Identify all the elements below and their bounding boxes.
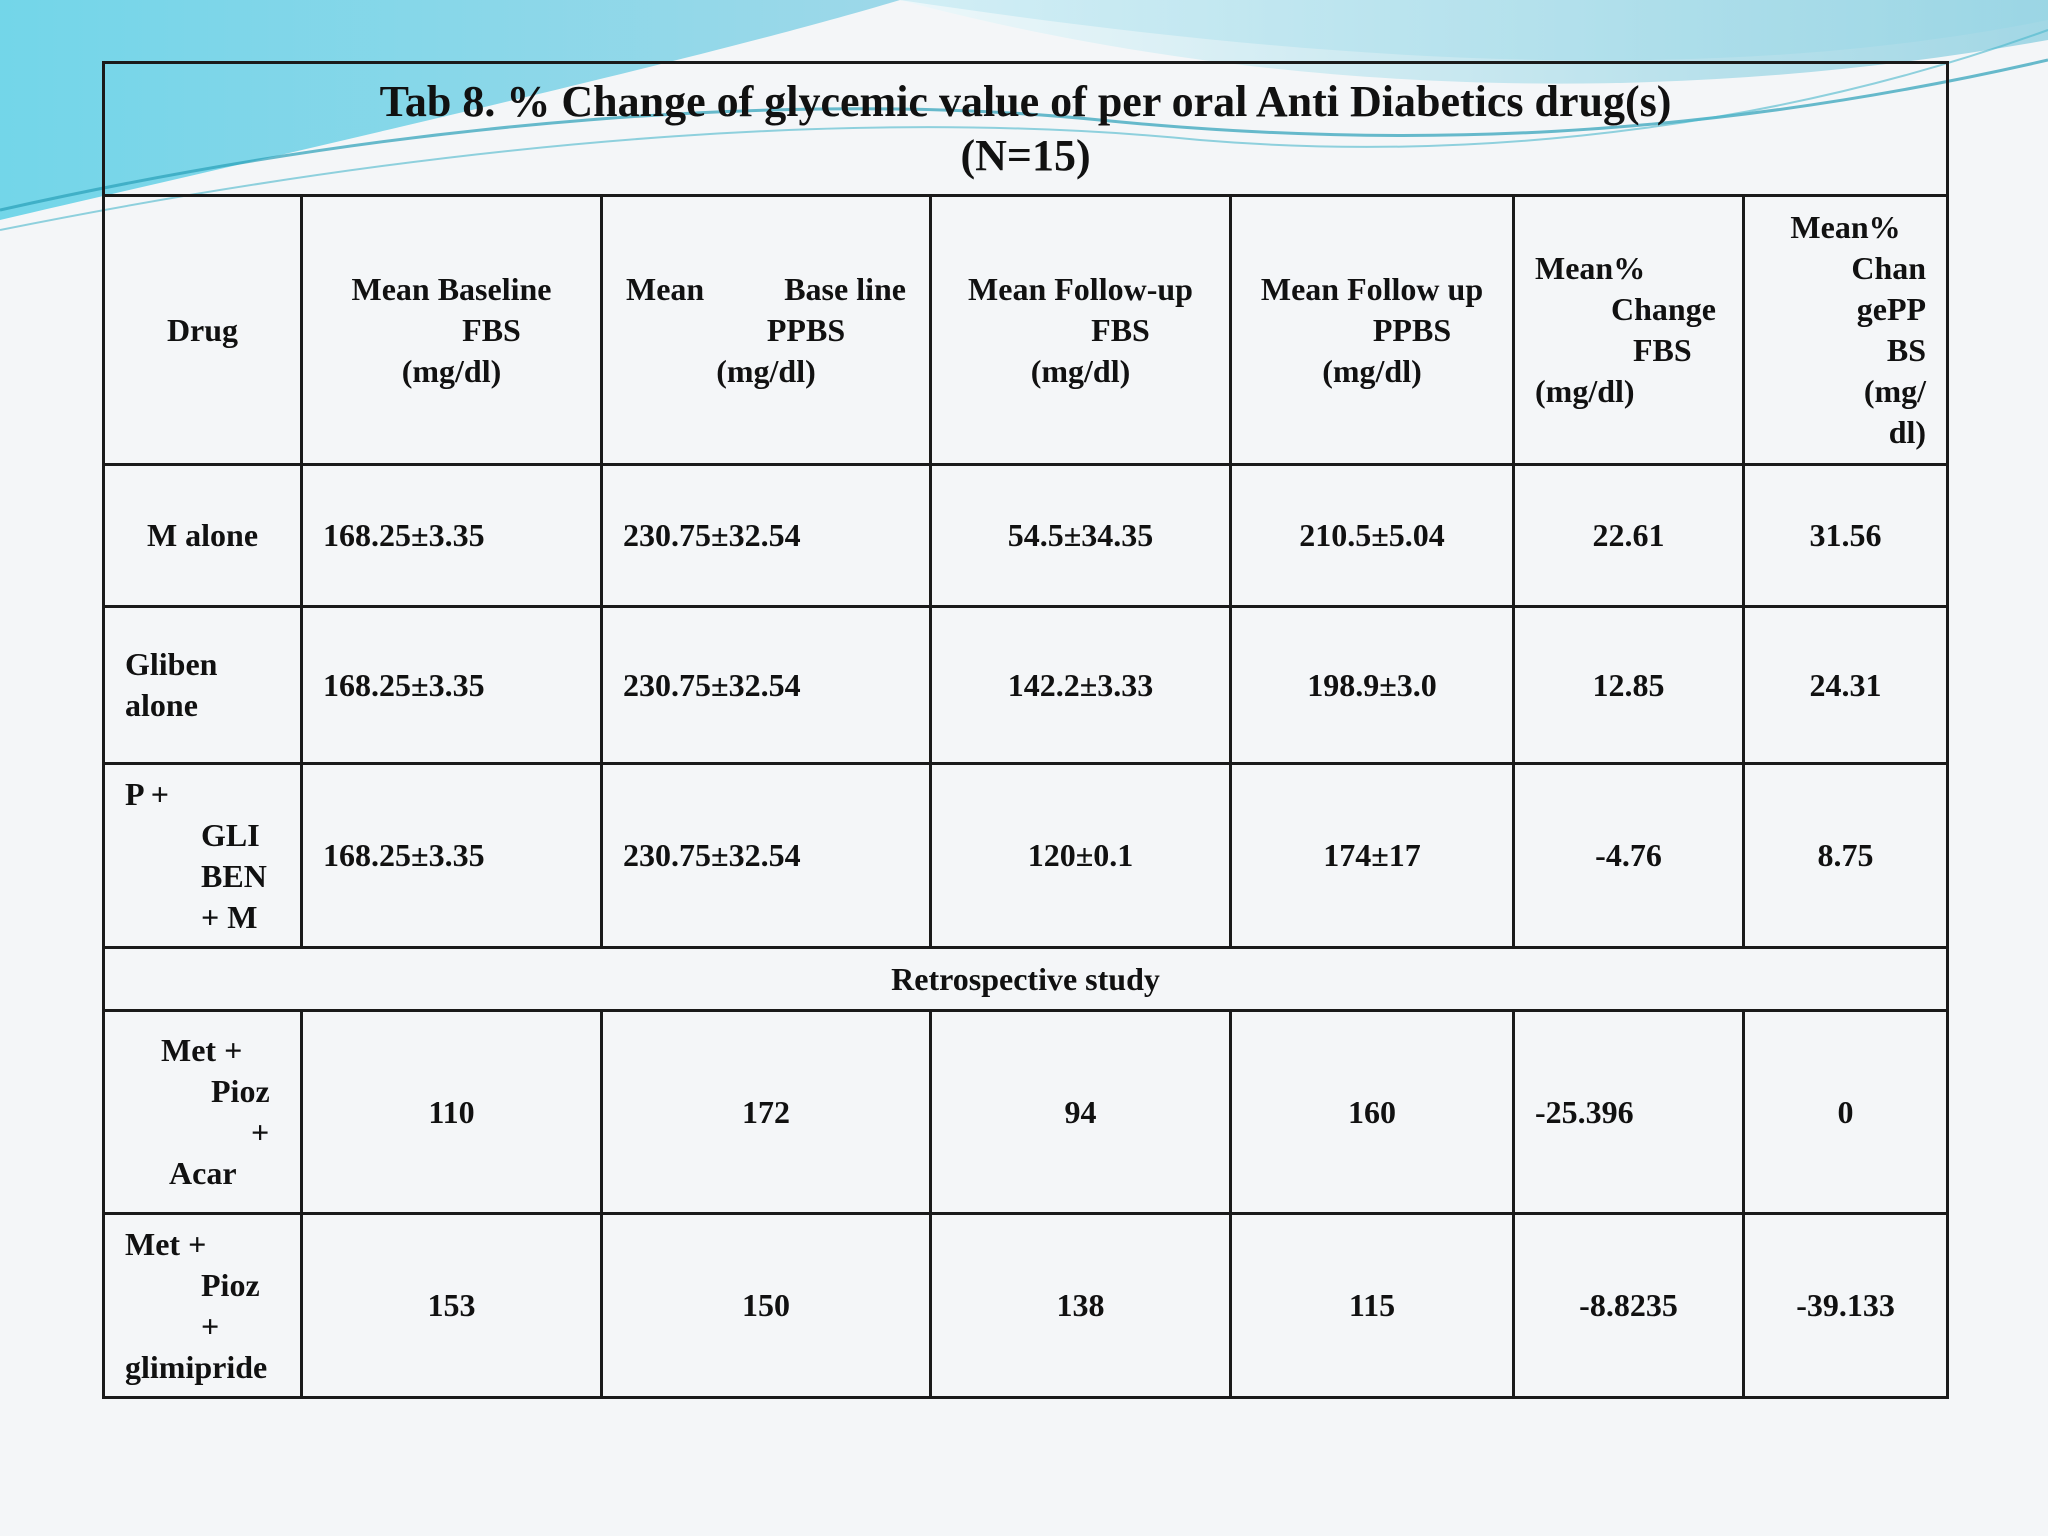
drug-line: Pioz xyxy=(211,1073,270,1109)
header-line: FBS xyxy=(1091,311,1150,348)
baseline-fbs-cell: 168.25±3.35 xyxy=(302,465,602,607)
drug-line: glimipride xyxy=(125,1348,268,1385)
baseline-ppbs-cell: 230.75±32.54 xyxy=(602,465,931,607)
table-row xyxy=(104,607,1948,764)
followup-fbs-cell: 94 xyxy=(931,1011,1231,1214)
followup-fbs-cell: 142.2±3.33 xyxy=(931,607,1231,764)
table-row xyxy=(104,465,1948,607)
header-line: BS xyxy=(1886,332,1927,368)
glycemic-table xyxy=(102,61,1949,1399)
header-mean-followup-ppbs xyxy=(1231,196,1514,465)
section-row xyxy=(104,948,1948,1011)
header-mean-change-fbs xyxy=(1514,196,1744,465)
header-mean-baseline-ppbs xyxy=(602,196,931,465)
drug-cell xyxy=(104,1011,302,1214)
followup-ppbs-cell: 174±17 xyxy=(1231,764,1514,948)
followup-ppbs-cell: 160 xyxy=(1231,1011,1514,1214)
header-line: (mg/dl) xyxy=(401,352,502,389)
baseline-ppbs-cell: 150 xyxy=(602,1214,931,1398)
drug-line: Met + xyxy=(161,1032,243,1068)
change-fbs-cell: -8.8235 xyxy=(1514,1214,1744,1398)
baseline-ppbs-cell: 230.75±32.54 xyxy=(602,764,931,948)
header-line: Mean Follow-up xyxy=(968,270,1193,307)
header-line: (mg/dl) xyxy=(1322,352,1422,389)
followup-fbs-cell: 120±0.1 xyxy=(931,764,1231,948)
change-ppbs-cell: 0 xyxy=(1744,1011,1948,1214)
change-ppbs-cell: 8.75 xyxy=(1744,764,1948,948)
change-fbs-cell: -4.76 xyxy=(1514,764,1744,948)
drug-cell xyxy=(104,465,302,607)
drug-line: GLI xyxy=(201,816,260,853)
drug-line: BEN xyxy=(201,857,267,894)
header-line: FBS xyxy=(1633,332,1692,368)
drug-line: alone xyxy=(125,687,198,723)
drug-line: + M xyxy=(201,898,258,935)
header-line: PPBS xyxy=(1372,311,1452,348)
header-row xyxy=(104,196,1948,465)
header-line: Mean% xyxy=(1535,250,1646,286)
baseline-fbs-cell: 168.25±3.35 xyxy=(302,607,602,764)
table-title xyxy=(104,63,1948,196)
drug-line: M alone xyxy=(146,517,259,553)
title-row xyxy=(104,63,1948,196)
drug-line: P + xyxy=(125,775,170,812)
header-line: dl) xyxy=(1888,414,1927,450)
header-line: Mean Baseline xyxy=(351,270,552,307)
change-ppbs-cell: 24.31 xyxy=(1744,607,1948,764)
header-drug: Drug xyxy=(104,196,302,465)
change-fbs-cell: 22.61 xyxy=(1514,465,1744,607)
drug-cell xyxy=(104,607,302,764)
header-line: (mg/dl) xyxy=(716,352,816,389)
drug-line: Acar xyxy=(169,1155,237,1191)
header-line: Chan xyxy=(1851,250,1927,286)
header-line: Mean Base line xyxy=(626,270,906,307)
baseline-ppbs-cell: 230.75±32.54 xyxy=(602,607,931,764)
title-line-1: Tab 8. % Change of glycemic value of per oral Anti Diabetics drug(s) xyxy=(379,77,1672,126)
drug-line: Gliben xyxy=(125,646,218,682)
drug-line: + xyxy=(201,1307,220,1344)
header-mean-baseline-fbs xyxy=(302,196,602,465)
header-line: FBS xyxy=(462,311,521,348)
header-line: (mg/dl) xyxy=(1535,373,1635,409)
header-mean-change-ppbs xyxy=(1744,196,1948,465)
header-line: gePP xyxy=(1856,291,1927,327)
change-fbs-cell: -25.396 xyxy=(1514,1011,1744,1214)
section-label: Retrospective study xyxy=(104,948,1948,1011)
header-line: (mg/ xyxy=(1863,373,1927,409)
followup-ppbs-cell: 198.9±3.0 xyxy=(1231,607,1514,764)
change-ppbs-cell: 31.56 xyxy=(1744,465,1948,607)
drug-line: Pioz xyxy=(201,1266,260,1303)
change-fbs-cell: 12.85 xyxy=(1514,607,1744,764)
header-line: Mean Follow up xyxy=(1260,270,1484,307)
followup-fbs-cell: 138 xyxy=(931,1214,1231,1398)
header-mean-followup-fbs xyxy=(931,196,1231,465)
table-row xyxy=(104,764,1948,948)
title-line-2: (N=15) xyxy=(960,131,1091,180)
baseline-ppbs-cell: 172 xyxy=(602,1011,931,1214)
baseline-fbs-cell: 110 xyxy=(302,1011,602,1214)
header-line: (mg/dl) xyxy=(1030,352,1131,389)
followup-fbs-cell: 54.5±34.35 xyxy=(931,465,1231,607)
header-line: Mean% xyxy=(1790,209,1901,245)
table-row xyxy=(104,1011,1948,1214)
followup-ppbs-cell: 210.5±5.04 xyxy=(1231,465,1514,607)
baseline-fbs-cell: 168.25±3.35 xyxy=(302,764,602,948)
drug-cell xyxy=(104,1214,302,1398)
change-ppbs-cell: -39.133 xyxy=(1744,1214,1948,1398)
table-row xyxy=(104,1214,1948,1398)
followup-ppbs-cell: 115 xyxy=(1231,1214,1514,1398)
baseline-fbs-cell: 153 xyxy=(302,1214,602,1398)
drug-cell xyxy=(104,764,302,948)
header-line: Change xyxy=(1611,291,1716,327)
drug-line: + xyxy=(251,1114,270,1150)
header-line: PPBS xyxy=(766,311,846,348)
glycemic-table-frame xyxy=(102,61,1946,1391)
drug-line: Met + xyxy=(125,1225,207,1262)
